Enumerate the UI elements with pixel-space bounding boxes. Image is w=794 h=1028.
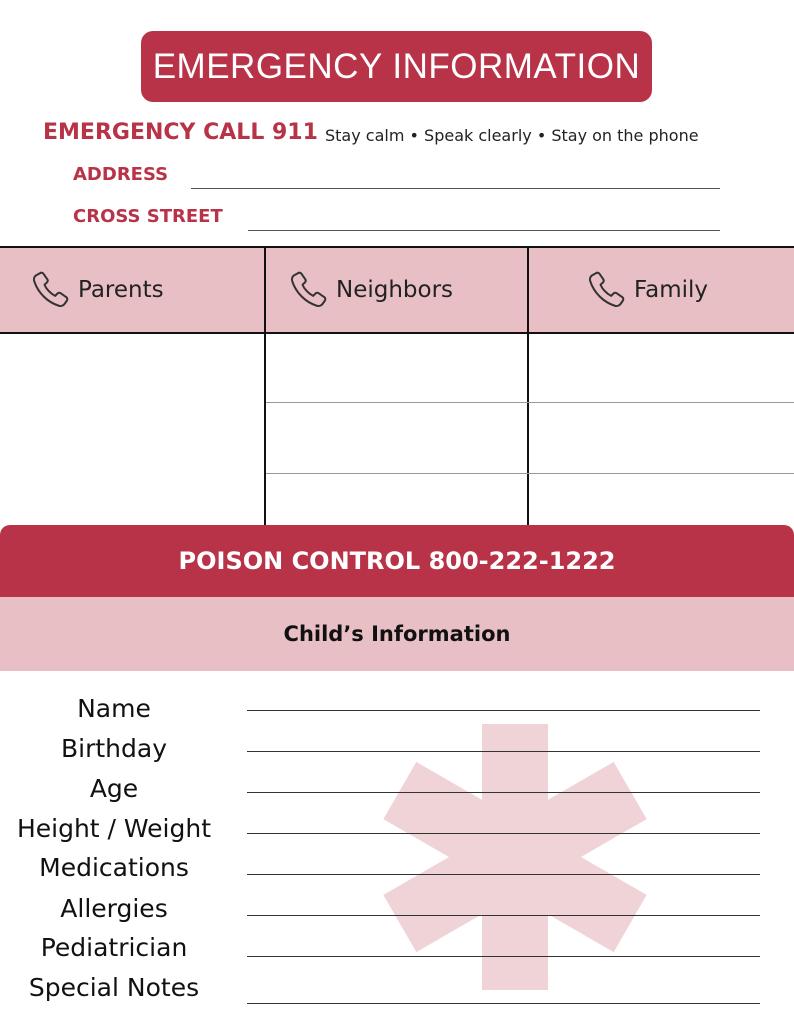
child-field-height-weight-label: Height / Weight [16,814,212,843]
grid-divider [0,332,794,334]
contact-entry-line[interactable] [266,402,794,403]
contact-column-label: Neighbors [336,277,454,303]
address-label: ADDRESS [73,164,169,185]
contact-column-label: Parents [78,277,164,303]
contact-column-label: Family [634,277,709,303]
grid-divider [264,246,266,525]
child-field-birthday-label: Birthday [60,734,167,763]
cross-street-label: CROSS STREET [73,206,223,227]
poison-control-banner [0,525,794,597]
child-info-heading: Child’s Information [283,622,511,646]
child-field-special-notes-input[interactable] [247,1003,760,1004]
child-field-medications-input[interactable] [247,874,760,875]
child-field-pediatrician-label: Pediatrician [40,933,188,962]
child-field-name-label: Name [77,694,151,723]
contact-entry-line[interactable] [266,473,794,474]
phone-icon [28,268,72,312]
child-field-allergies-label: Allergies [60,894,168,923]
emergency-call-label: EMERGENCY CALL 911 [43,120,318,145]
grid-divider [527,246,529,525]
phone-icon [286,268,330,312]
title-banner [141,31,652,102]
child-field-pediatrician-input[interactable] [247,956,760,957]
contact-column-parents [28,248,164,332]
child-field-medications-label: Medications [39,853,189,882]
contact-column-family [584,248,708,332]
child-field-age-input[interactable] [247,792,760,793]
phone-icon [584,268,628,312]
child-info-header [0,597,794,671]
child-field-name-input[interactable] [247,710,760,711]
child-field-special-notes-label: Special Notes [28,973,200,1002]
child-field-allergies-input[interactable] [247,915,760,916]
child-field-age-label: Age [89,774,139,803]
poison-control-label: POISON CONTROL 800-222-1222 [178,547,616,575]
page-title: EMERGENCY INFORMATION [152,46,641,86]
child-field-birthday-input[interactable] [247,751,760,752]
address-field[interactable] [191,188,720,189]
cross-street-field[interactable] [248,230,720,231]
contact-column-neighbors [286,248,453,332]
child-field-height-weight-input[interactable] [247,833,760,834]
emergency-tips: Stay calm • Speak clearly • Stay on the phone [325,126,699,145]
medical-star-of-life-icon [382,724,648,990]
